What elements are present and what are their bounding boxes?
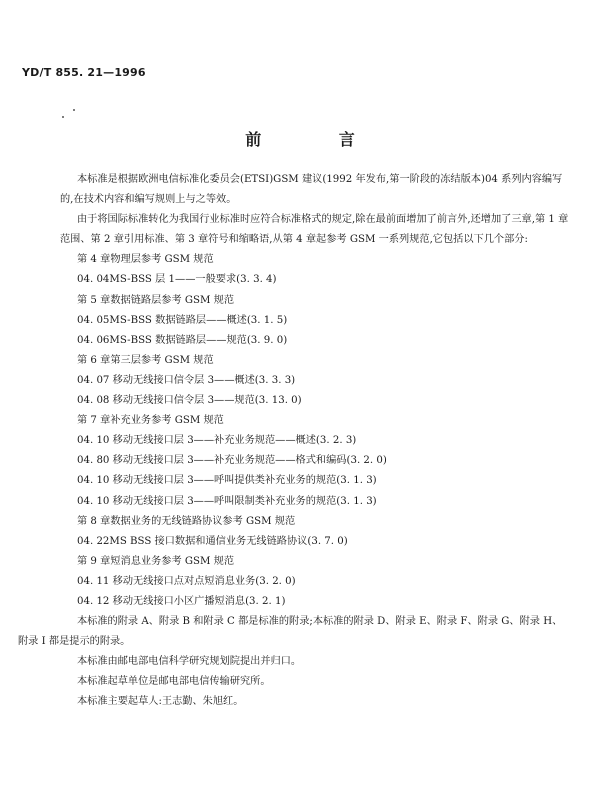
chapter-heading: 第 4 章物理层参考 GSM 规范: [77, 254, 214, 266]
spec-item: 04. 11 移动无线接口点对点短消息业务(3. 2. 0): [77, 575, 296, 587]
authors-note: 本标准主要起草人:王志勤、朱旭红。: [77, 696, 244, 708]
chapter-heading: 第 7 章补充业务参考 GSM 规范: [77, 415, 224, 427]
chapter-heading: 第 6 章第三层参考 GSM 规范: [77, 354, 214, 366]
scan-speck: [62, 116, 64, 118]
page-title: 前 言: [245, 130, 391, 149]
chapter-section: [60, 351, 570, 411]
intro-paragraph: 本标准是根据欧洲电信标准化委员会(ETSI)GSM 建议(1992 年发布,第一阶段的冻结版本)04 系列内容编写的,在技术内容和编写规则上与之等效。: [60, 174, 563, 206]
chapter-heading: 第 8 章数据业务的无线链路协议参考 GSM 规范: [77, 515, 296, 527]
spec-item: 04. 04MS-BSS 层 1——一般要求(3. 3. 4): [77, 274, 277, 286]
spec-item: 04. 80 移动无线接口层 3——补充业务规范——格式和编码(3. 2. 0): [77, 455, 387, 467]
chapter-section: [60, 512, 570, 552]
spec-item: 04. 10 移动无线接口层 3——呼叫限制类补充业务的规范(3. 1. 3): [77, 495, 377, 507]
proposer-note: 本标准由邮电部电信科学研究规划院提出并归口。: [77, 656, 302, 668]
chapter-section: [60, 411, 570, 511]
chapter-heading: 第 9 章短消息业务参考 GSM 规范: [77, 555, 235, 567]
spec-item: 04. 08 移动无线接口信令层 3——规范(3. 13. 0): [77, 395, 302, 407]
foreword-body: [18, 170, 570, 713]
spec-item: 04. 22MS BSS 接口数据和通信业务无线链路协议(3. 7. 0): [77, 535, 348, 547]
drafter-note: 本标准起草单位是邮电部电信传输研究所。: [77, 676, 271, 688]
chapter-heading: 第 5 章数据链路层参考 GSM 规范: [77, 294, 235, 306]
scan-speck: [73, 109, 75, 111]
appendix-note: 本标准的附录 A、附录 B 和附录 C 都是标准的附录;本标准的附录 D、附录 E、附录 F、附录 G、附录 H、附录 I 都是提示的附录。: [18, 616, 563, 648]
chapter-section: [60, 552, 570, 612]
spec-item: 04. 05MS-BSS 数据链路层——概述(3. 1. 5): [77, 314, 288, 326]
chapter-section: [60, 250, 570, 290]
spec-item: 04. 10 移动无线接口层 3——呼叫提供类补充业务的规范(3. 1. 3): [77, 475, 377, 487]
spec-item: 04. 12 移动无线接口小区广播短消息(3. 2. 1): [77, 595, 286, 607]
standard-code: YD/T 855. 21—1996: [22, 66, 146, 79]
chapter-section: [60, 291, 570, 351]
spec-item: 04. 07 移动无线接口信令层 3——概述(3. 3. 3): [77, 374, 296, 386]
intro-paragraph: 由于将国际标准转化为我国行业标准时应符合标准格式的规定,除在最前面增加了前言外,还增加了三章,第 1 章范围、第 2 章引用标准、第 3 章符号和缩略语,从第 4 章起参考 GSM 一系列规范,它包括以下几个部分:: [60, 214, 569, 246]
spec-item: 04. 10 移动无线接口层 3——补充业务规范——概述(3. 2. 3): [77, 435, 357, 447]
spec-item: 04. 06MS-BSS 数据链路层——规范(3. 9. 0): [77, 334, 288, 346]
